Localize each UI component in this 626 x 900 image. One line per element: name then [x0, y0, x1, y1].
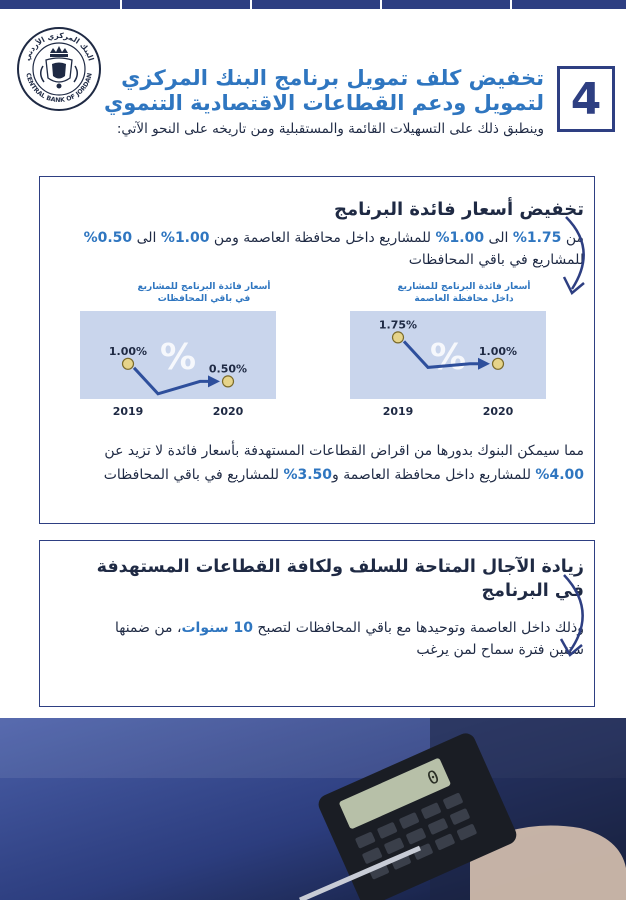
x-tick-label: 2019: [112, 405, 144, 418]
chart-governorates-title: أسعار فائدة البرنامج للمشاريع في باقي المحافظات: [137, 282, 271, 304]
page-title-line2: لتمويل ودعم القطاعات الاقتصادية التنموي: [104, 91, 544, 115]
page-title-line1: تخفيض كلف تمويل برنامج البنك المركزي: [121, 66, 544, 90]
logo-arabic-text: البنك المركزي الأردني: [22, 30, 96, 62]
loan-term-card: [39, 540, 595, 707]
data-point: [223, 376, 234, 387]
interest-rate-title: تخفيض أسعار فائدة البرنامج: [334, 199, 584, 220]
loan-term-title: زيادة الآجال المتاحة للسلف ولكافة القطاعات المستهدفة في البرنامج: [96, 557, 584, 601]
calculator-photo: [0, 718, 626, 900]
data-label: 1.75%: [378, 318, 418, 332]
x-tick-label: 2020: [482, 405, 514, 418]
percent-icon: %: [429, 337, 467, 378]
data-label: 1.00%: [478, 344, 518, 358]
curved-arrow-icon: [560, 213, 600, 301]
data-label: 0.50%: [208, 362, 248, 376]
logo-english-text: CENTRAL BANK OF JORDAN: [24, 72, 94, 105]
data-point: [393, 332, 404, 343]
section-number-box: [557, 66, 615, 132]
central-bank-logo: [16, 26, 102, 112]
interest-rate-footer: مما سيمكن البنوك بدورها من اقراض القطاعات المستهدفة بأسعار فائدة لا تزيد عن 4.00% للمشاريع داخل محافظة العاصمة و3.50% للمشاريع في باقي المحافظات: [103, 443, 584, 483]
x-tick-label: 2020: [212, 405, 244, 418]
top-color-bar: [0, 0, 626, 9]
data-point: [123, 358, 134, 369]
interest-rate-description: من 1.75% الى 1.00% للمشاريع داخل محافظة العاصمة ومن 1.00% الى 0.50% للمشاريع في باقي المحافظات: [83, 230, 584, 268]
x-tick-label: 2019: [382, 405, 414, 418]
data-label: 1.00%: [108, 344, 148, 358]
page-title: [104, 66, 544, 116]
chart-governorates: [70, 311, 290, 423]
chart-capital-title: أسعار فائدة البرنامج للمشاريع داخل محافظة العاصمة: [397, 282, 531, 304]
data-point: [493, 358, 504, 369]
page-subtitle: وينطبق ذلك على التسهيلات القائمة والمستقبلية ومن تاريخه على النحو الآتي:: [116, 121, 544, 137]
percent-icon: %: [159, 337, 197, 378]
calculator-display: 0: [424, 766, 443, 790]
loan-term-description: وذلك داخل العاصمة وتوحيدها مع باقي المحافظات لتصبح 10 سنوات، من ضمنها سنتين فترة سماح لمن يرغب: [114, 620, 584, 658]
chart-capital: [340, 311, 560, 423]
interest-rate-card: [39, 176, 595, 524]
section-number: 4: [570, 73, 602, 125]
curved-arrow-icon: [556, 571, 600, 663]
